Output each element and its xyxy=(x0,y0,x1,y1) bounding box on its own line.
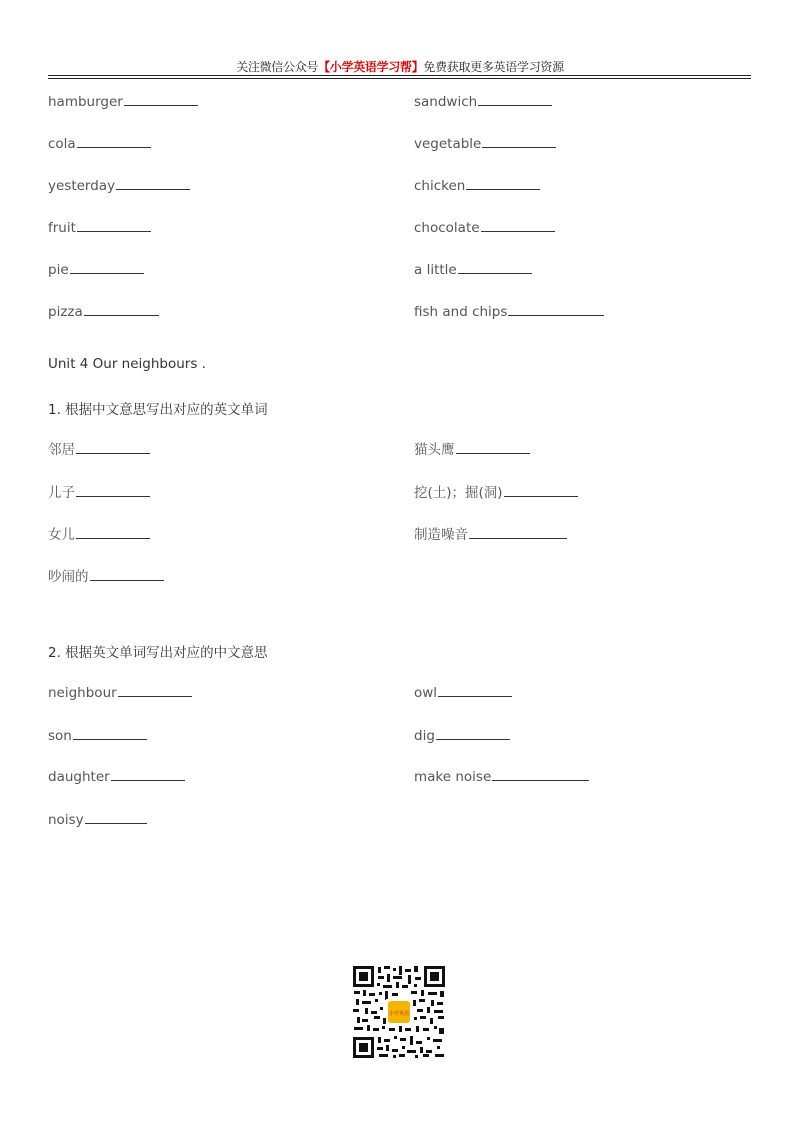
answer-blank[interactable] xyxy=(85,809,147,824)
header-text-after: 免费获取更多英语学习资源 xyxy=(423,60,564,74)
answer-blank[interactable] xyxy=(481,217,555,232)
qr-center-logo: 小学英语 xyxy=(388,1011,410,1017)
answer-blank[interactable] xyxy=(504,482,578,497)
word-item: dig xyxy=(414,725,510,745)
header-text-before: 关注微信公众号 xyxy=(236,60,319,74)
answer-blank[interactable] xyxy=(118,682,192,697)
word-item: noisy xyxy=(48,809,147,829)
word-item: pie xyxy=(48,259,144,279)
part2-title: 2. 根据英文单词写出对应的中文意思 xyxy=(48,645,268,661)
answer-blank[interactable] xyxy=(111,766,185,781)
word-item: make noise xyxy=(414,766,589,786)
answer-blank[interactable] xyxy=(77,217,151,232)
word-item: a little xyxy=(414,259,532,279)
answer-blank[interactable] xyxy=(456,439,530,454)
word-item: hamburger xyxy=(48,91,198,111)
answer-blank[interactable] xyxy=(73,725,147,740)
answer-blank[interactable] xyxy=(90,566,164,581)
word-item: chocolate xyxy=(414,217,555,237)
answer-blank[interactable] xyxy=(76,482,150,497)
word-item: 吵闹的 xyxy=(48,566,164,586)
answer-blank[interactable] xyxy=(76,439,150,454)
word-item: 制造噪音 xyxy=(414,524,567,544)
answer-blank[interactable] xyxy=(508,301,604,316)
answer-blank[interactable] xyxy=(77,133,151,148)
answer-blank[interactable] xyxy=(116,175,190,190)
header-account-name: 【小学英语学习帮】 xyxy=(318,60,424,74)
header-rule-top xyxy=(48,75,751,76)
word-item: fruit xyxy=(48,217,151,237)
part1-title: 1. 根据中文意思写出对应的英文单词 xyxy=(48,402,268,418)
answer-blank[interactable] xyxy=(482,133,556,148)
word-item: son xyxy=(48,725,147,745)
answer-blank[interactable] xyxy=(84,301,159,316)
unit-title: Unit 4 Our neighbours . xyxy=(48,356,206,372)
answer-blank[interactable] xyxy=(124,91,198,106)
word-item: daughter xyxy=(48,766,185,786)
word-item: 儿子 xyxy=(48,482,150,502)
answer-blank[interactable] xyxy=(469,524,567,539)
answer-blank[interactable] xyxy=(76,524,150,539)
word-item: vegetable xyxy=(414,133,556,153)
word-item: fish and chips xyxy=(414,301,604,321)
answer-blank[interactable] xyxy=(436,725,510,740)
word-item: 挖(土)；掘(洞) xyxy=(414,482,578,502)
answer-blank[interactable] xyxy=(492,766,589,781)
word-item: 猫头鹰 xyxy=(414,439,530,459)
header-rule-bottom xyxy=(48,78,751,79)
word-item: 女儿 xyxy=(48,524,150,544)
word-item: sandwich xyxy=(414,91,552,111)
word-item: chicken xyxy=(414,175,540,195)
answer-blank[interactable] xyxy=(70,259,144,274)
word-item: 邻居 xyxy=(48,439,150,459)
word-item: neighbour xyxy=(48,682,192,702)
answer-blank[interactable] xyxy=(466,175,540,190)
answer-blank[interactable] xyxy=(438,682,512,697)
word-item: cola xyxy=(48,133,151,153)
header-banner xyxy=(0,58,800,75)
word-item: pizza xyxy=(48,301,159,321)
answer-blank[interactable] xyxy=(458,259,532,274)
word-item: owl xyxy=(414,682,512,702)
word-item: yesterday xyxy=(48,175,190,195)
qr-code xyxy=(353,966,445,1058)
answer-blank[interactable] xyxy=(478,91,552,106)
